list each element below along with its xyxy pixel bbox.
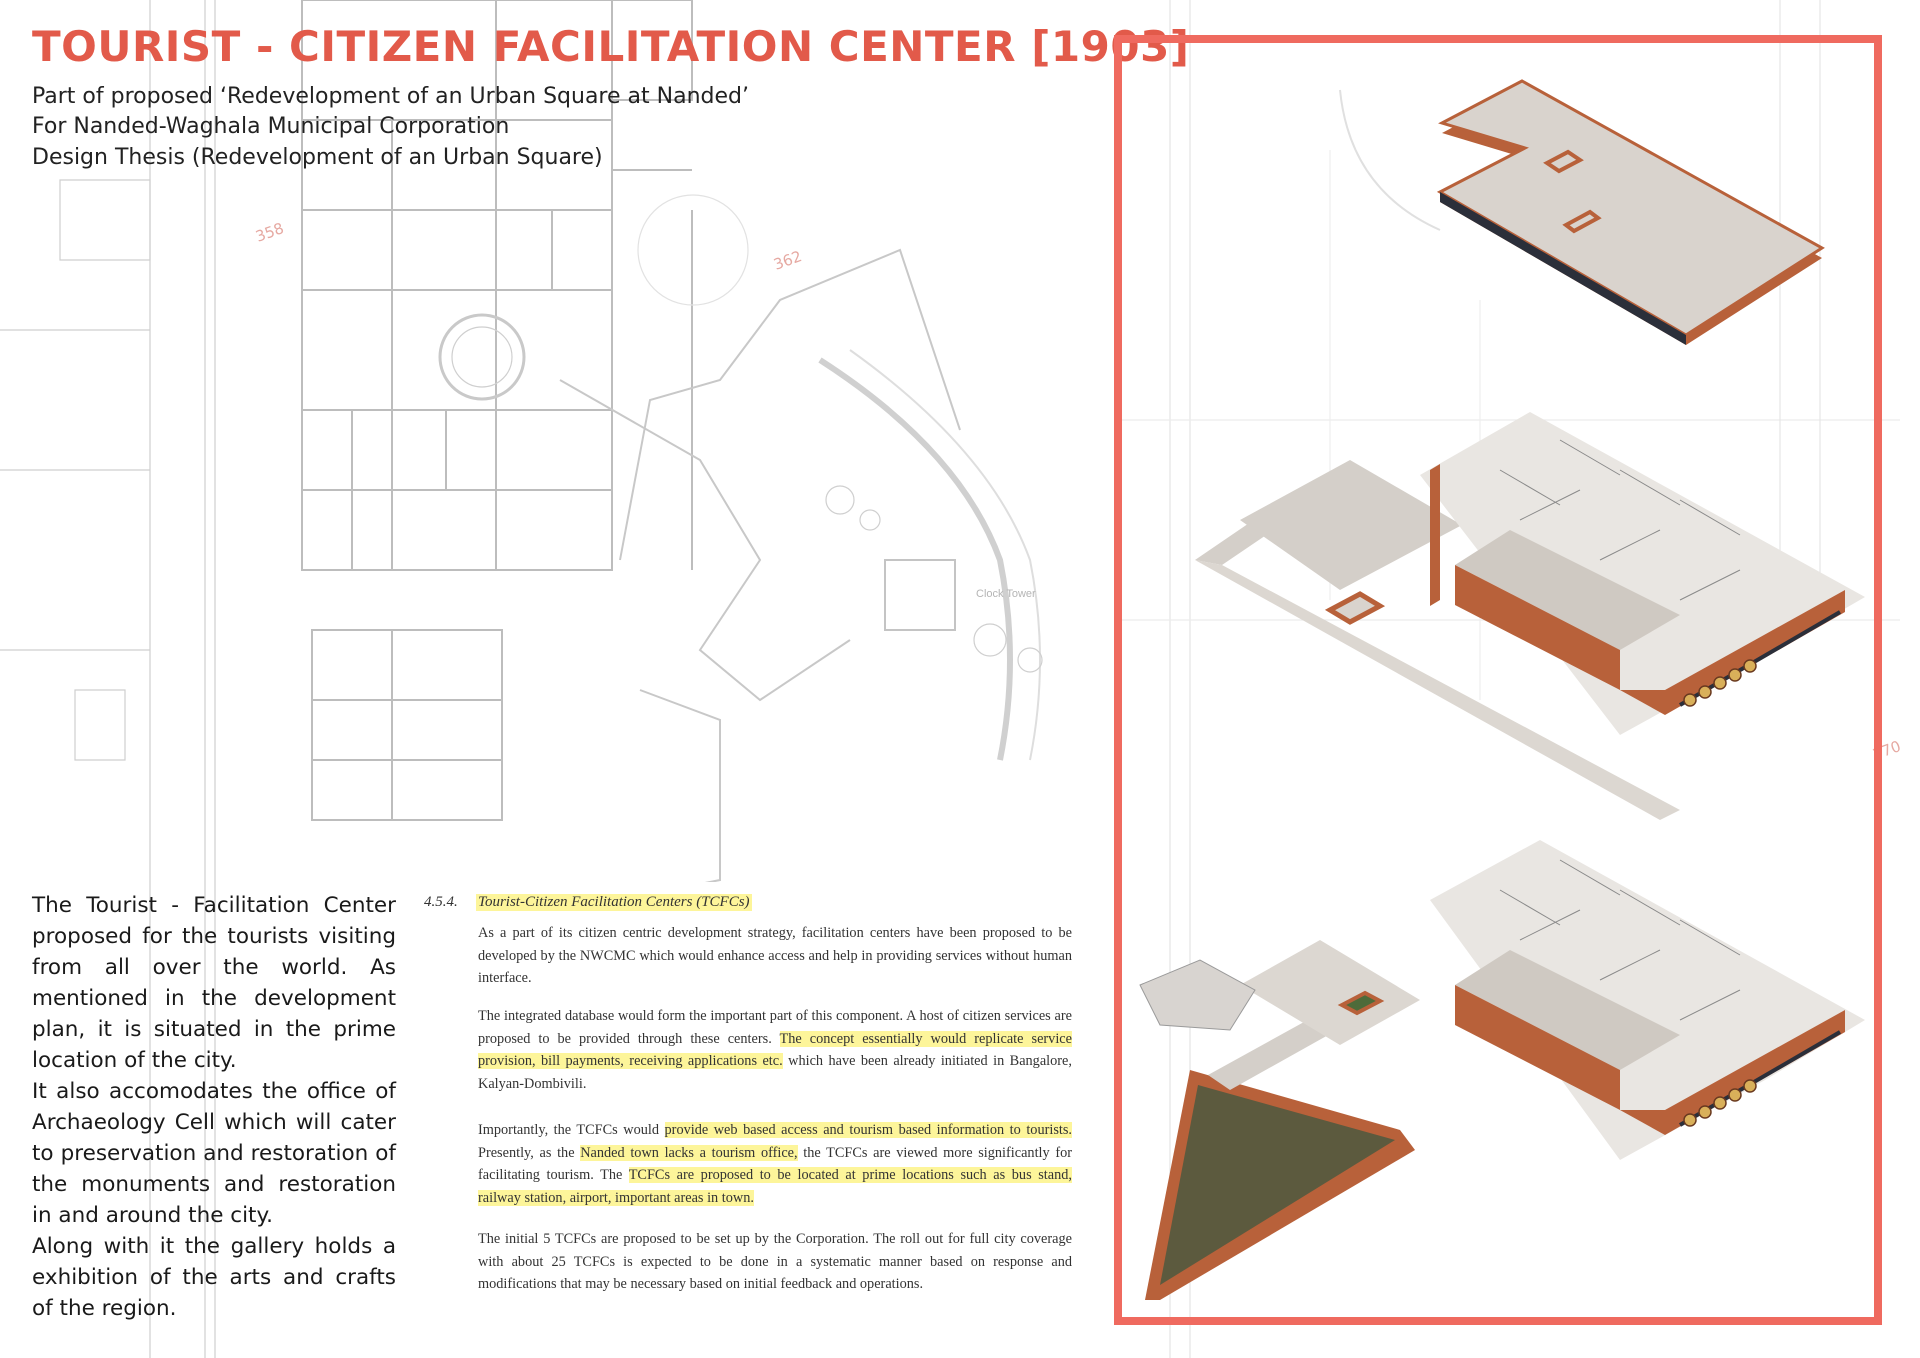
section-number: 4.5.4. [424,894,458,910]
excerpt-text: the TCFCs are viewed more significantly for facilitating tourism. The [478,1144,1072,1183]
axonometric-frame [1114,35,1882,1325]
excerpt-text: which have been already initiated in Bangalore, Kalyan-Dombivili. [478,1053,1072,1092]
clock-tower-label: Clock Tower [976,588,1036,600]
contour-label-362: 362 [771,247,805,274]
highlighted-text: Nanded town lacks a tourism office, [580,1144,798,1161]
subtitle-line-2: For Nanded-Waghala Municipal Corporation [32,114,510,139]
description-paragraph-1: The Tourist - Facilitation Center proposed for the tourists visiting from all over the world. As mentioned in the development plan, it is situated in the prime location of the city. [32,893,396,1073]
description-paragraph-2: It also accomodates the office of Archaeology Cell which will cater to preservation and restoration of the monuments and restoration in and around the city. [32,1079,396,1228]
description-paragraph-3: Along with it the gallery holds a exhibition of the arts and crafts of the region. [32,1234,396,1321]
subtitle-line-1: Part of proposed ‘Redevelopment of an Urban Square at Nanded’ [32,84,749,109]
excerpt-text: The integrated database would form the important part of this component. A host of citizen services are proposed to be provided through these centers. [478,1008,1072,1047]
highlighted-text: TCFCs are proposed to be located at prime locations such as bus stand, railway station, airport, important areas in town. [478,1167,1072,1206]
excerpt-paragraph-4: The initial 5 TCFCs are proposed to be set up by the Corporation. The roll out for full city coverage with about 25 TCFCs is expected to be done in a systematic manner based on response and modifications that may be necessary based on initial feedback and operations. [478,1231,1072,1292]
contour-label-358: 358 [253,219,287,246]
excerpt-text: Presently, as the [478,1144,581,1161]
poster-title: TOURIST - CITIZEN FACILITATION CENTER [1903] [32,22,1190,71]
subtitle-line-3: Design Thesis (Redevelopment of an Urban Square) [32,145,603,170]
excerpt-text: Importantly, the TCFCs would [478,1122,665,1138]
highlighted-text: provide web based access and tourism based information to tourists. [664,1122,1072,1138]
contour-label-370: 370 [1870,737,1904,764]
excerpt-paragraph-1: As a part of its citizen centric development strategy, facilitation centers have been proposed to be developed by the NWCMC which would enhance access and help in providing services without human interface. [478,925,1072,986]
section-title: Tourist-Citizen Facilitation Centers (TCFCs) [478,894,750,910]
highlighted-text: The concept essentially would replicate service provision, bill payments, receiving applications etc. [478,1030,1072,1069]
